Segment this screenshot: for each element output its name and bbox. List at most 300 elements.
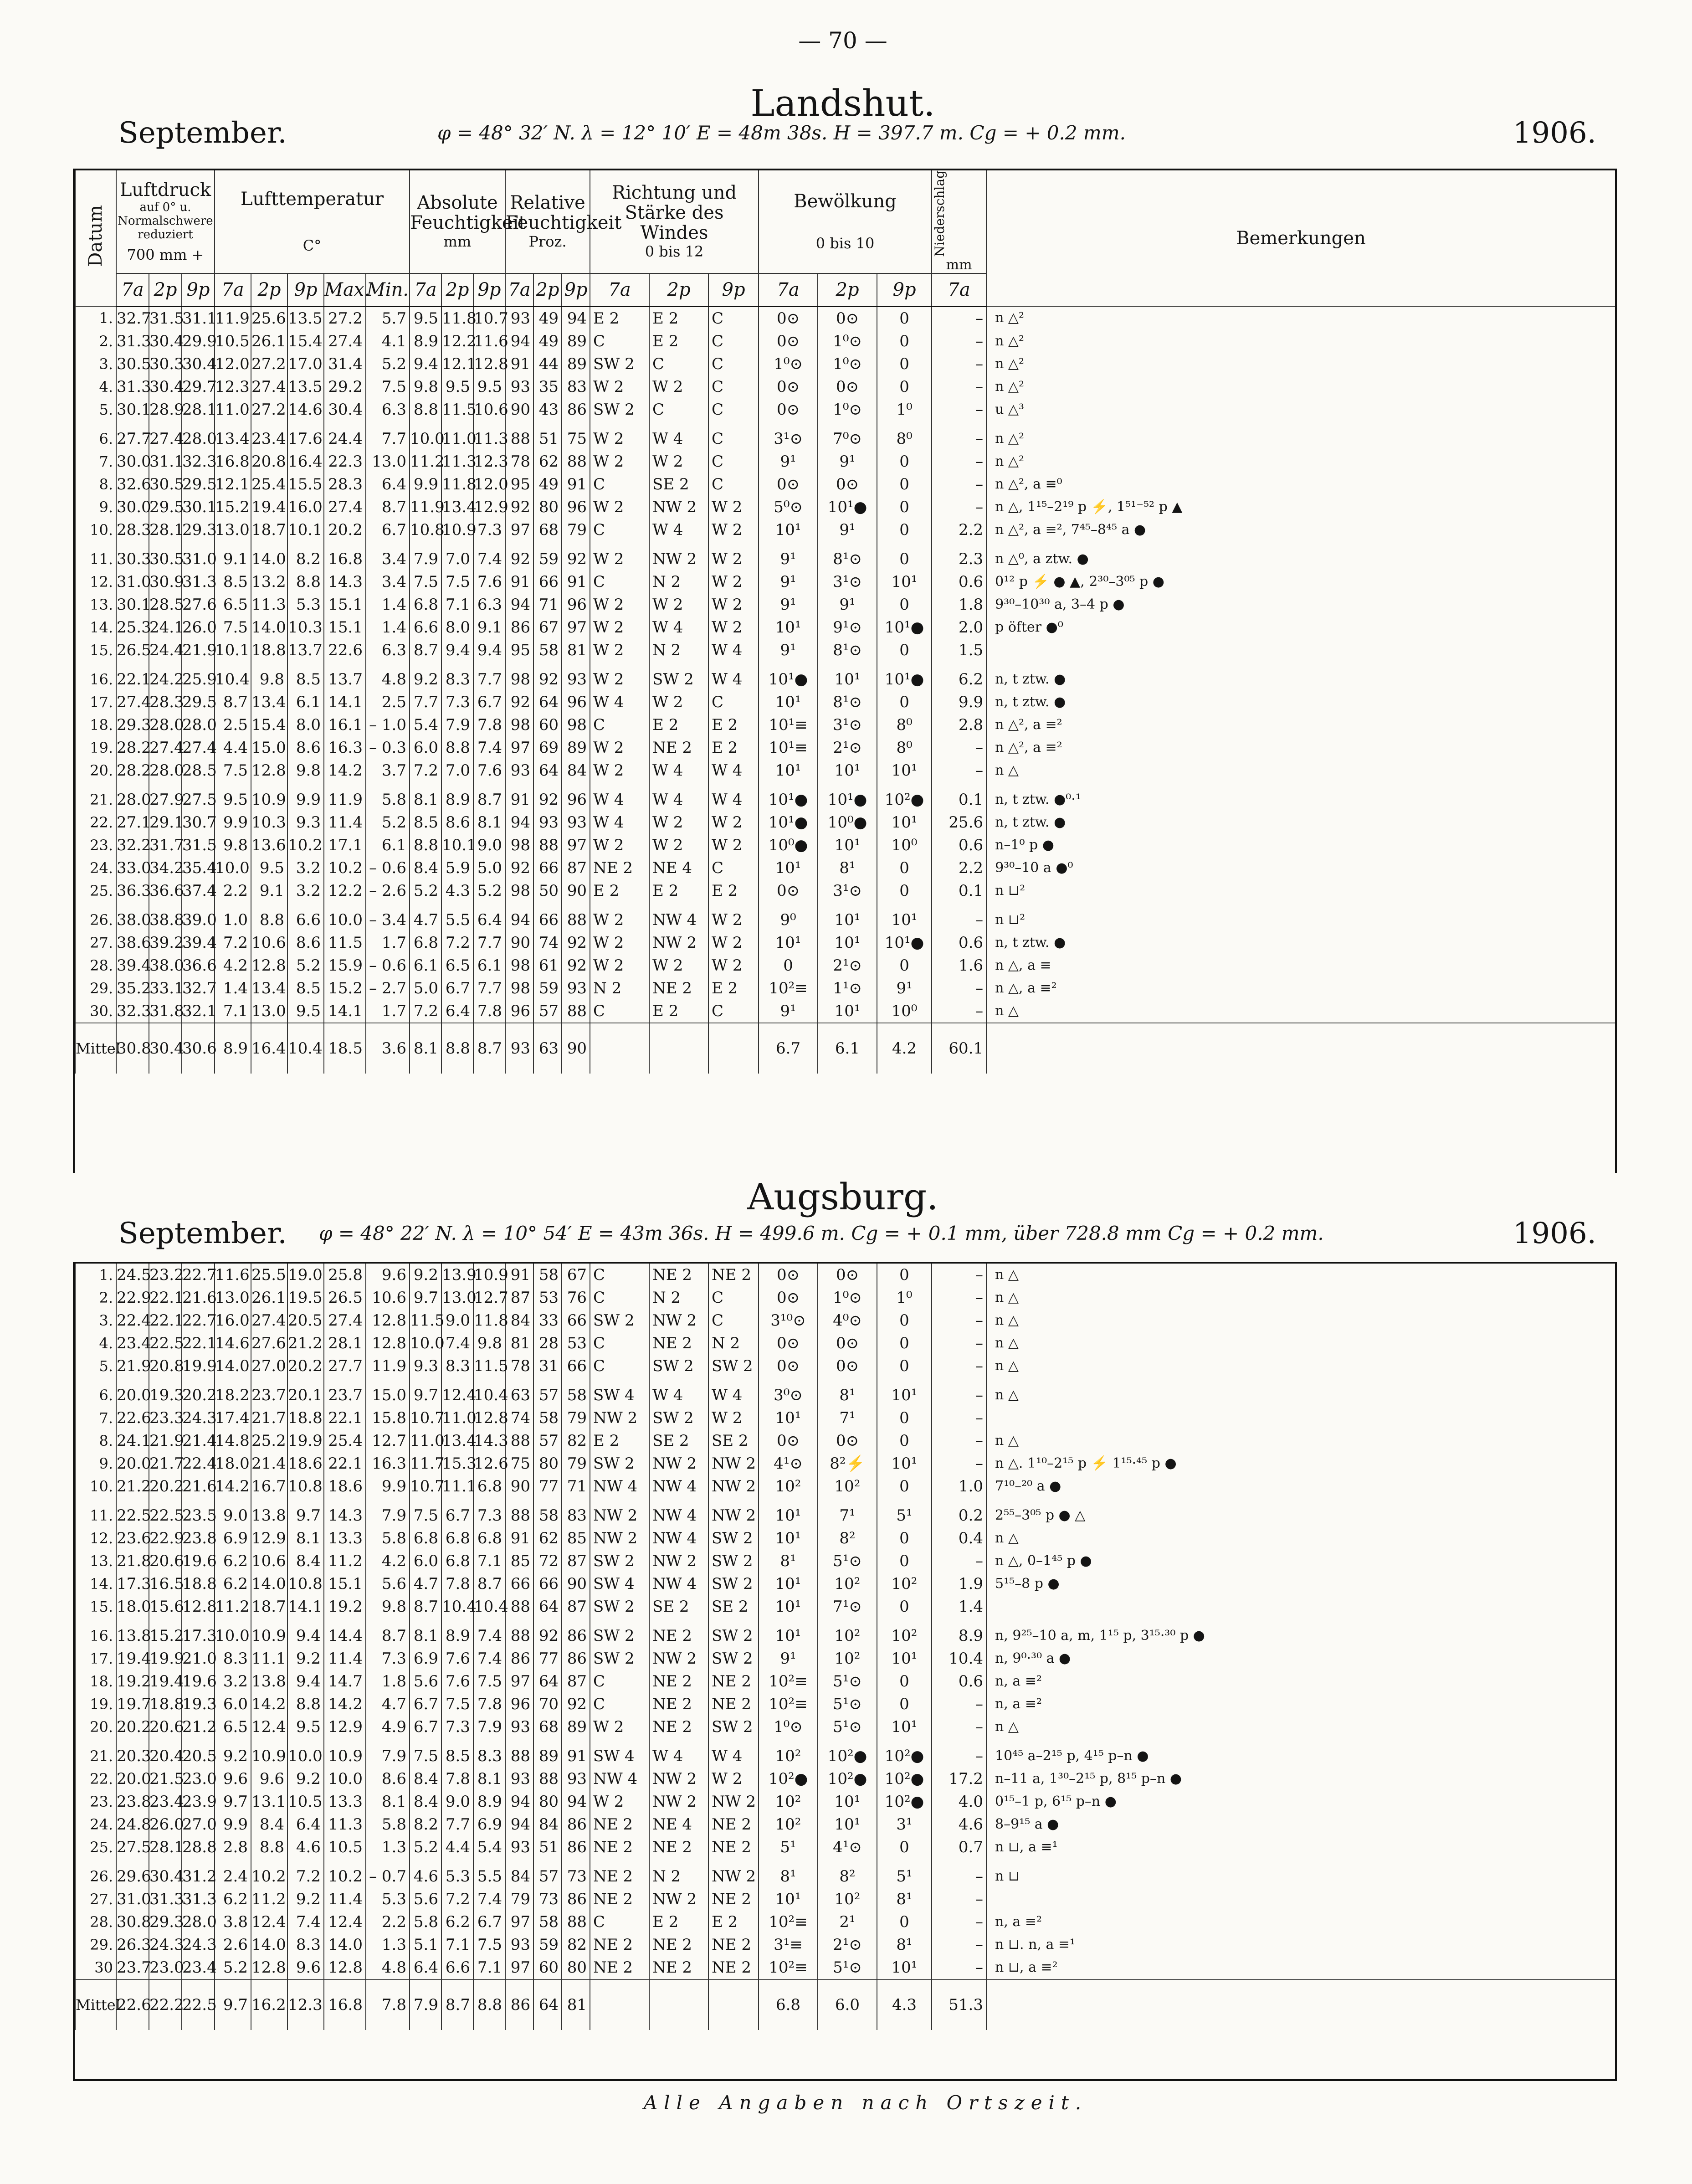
abs-humidity-cell: 7.2 xyxy=(410,1000,441,1023)
cloud-cell: 10¹ xyxy=(759,1624,818,1647)
remark-cell: n △ xyxy=(986,1286,1615,1309)
rel-humidity-cell: 89 xyxy=(562,353,590,375)
pressure-cell: 30.5 xyxy=(149,548,182,570)
gap-cell xyxy=(505,1738,533,1745)
gap-cell xyxy=(986,662,1615,668)
rel-humidity-cell: 79 xyxy=(505,1888,533,1911)
gap-cell xyxy=(473,1618,505,1624)
gap-cell xyxy=(149,1498,182,1504)
abs-humidity-cell: 7.4 xyxy=(473,736,505,759)
cloud-cell: 10¹ xyxy=(877,759,932,782)
gap-cell xyxy=(818,421,877,427)
cloud-cell: 10² xyxy=(818,1475,877,1498)
pressure-cell: 23.4 xyxy=(116,1332,149,1355)
gap-cell xyxy=(708,1859,759,1865)
abs-humidity-cell: 9.8 xyxy=(473,1332,505,1355)
temperature-cell: 18.8 xyxy=(251,639,287,662)
cloud-cell: 10¹ xyxy=(759,857,818,879)
abs-humidity-cell: 8.4 xyxy=(410,1768,441,1790)
mean-pressure-cell: 22.2 xyxy=(149,1979,182,2030)
cloud-cell: 9¹ xyxy=(818,593,877,616)
table-row xyxy=(75,353,1615,375)
temperature-cell: 9.9 xyxy=(366,1475,410,1498)
month-label: September. xyxy=(118,116,287,150)
temperature-cell: 12.8 xyxy=(366,1332,410,1355)
gap-cell xyxy=(324,902,366,909)
pressure-cell: 21.6 xyxy=(182,1286,215,1309)
temperature-cell: 1.0 xyxy=(215,909,251,931)
wind-cell: NW 2 xyxy=(649,931,708,954)
pressure-cell: 39.4 xyxy=(182,931,215,954)
gap-cell xyxy=(410,421,441,427)
rel-humidity-cell: 97 xyxy=(505,519,533,541)
precip-cell: 6.2 xyxy=(932,668,986,691)
gap-cell xyxy=(251,1859,287,1865)
abs-humidity-cell: 9.8 xyxy=(410,375,441,398)
pressure-cell: 29.7 xyxy=(182,375,215,398)
cloud-cell: 1⁰ xyxy=(877,1286,932,1309)
gap-cell xyxy=(116,662,149,668)
cloud-cell: 0 xyxy=(877,1407,932,1429)
pressure-cell: 28.0 xyxy=(182,1911,215,1933)
remark-cell: n ⊔, a ≡² xyxy=(986,1956,1615,1979)
table-row xyxy=(75,570,1615,593)
cloud-cell: 9⁰ xyxy=(759,909,818,931)
temperature-cell: 15.1 xyxy=(324,616,366,639)
temperature-cell: 2.2 xyxy=(366,1911,410,1933)
cloud-cell: 10¹ xyxy=(877,1956,932,1979)
rel-humidity-cell: 66 xyxy=(533,570,562,593)
temperature-cell: 11.9 xyxy=(324,788,366,811)
cloud-cell: 0 xyxy=(759,954,818,977)
wind-cell: SW 4 xyxy=(590,1572,649,1595)
rel-humidity-cell: 86 xyxy=(562,1647,590,1670)
pressure-cell: 24.3 xyxy=(182,1933,215,1956)
rel-humidity-cell: 92 xyxy=(533,1624,562,1647)
cloud-cell: 10¹ xyxy=(877,1384,932,1407)
temperature-cell: 7.5 xyxy=(215,759,251,782)
wind-cell: W 4 xyxy=(708,759,759,782)
rel-humidity-cell: 93 xyxy=(562,977,590,1000)
temperature-cell: 14.0 xyxy=(215,1355,251,1377)
abs-humidity-cell: 7.4 xyxy=(473,1647,505,1670)
wind-cell: C xyxy=(708,353,759,375)
precip-cell: 4.6 xyxy=(932,1813,986,1836)
col-lufttemperatur: Lufttemperatur C° xyxy=(215,170,410,273)
date-cell: 19. xyxy=(75,1693,116,1716)
gap-cell xyxy=(182,782,215,788)
wind-cell: NW 2 xyxy=(590,1527,649,1550)
rel-humidity-cell: 49 xyxy=(533,306,562,330)
pressure-cell: 22.5 xyxy=(149,1332,182,1355)
pressure-cell: 29.5 xyxy=(182,691,215,714)
abs-humidity-cell: 9.2 xyxy=(410,668,441,691)
date-cell: 5. xyxy=(75,398,116,421)
pressure-cell: 18.0 xyxy=(116,1595,149,1618)
mean-cloud-cell: 4.3 xyxy=(877,1979,932,2030)
station-title-landshut: Landshut. xyxy=(750,82,935,124)
rel-humidity-cell: 60 xyxy=(533,714,562,736)
pressure-cell: 27.4 xyxy=(149,427,182,450)
gap-cell xyxy=(877,902,932,909)
gap-cell xyxy=(149,782,182,788)
gap-cell xyxy=(708,662,759,668)
temperature-cell: 16.8 xyxy=(324,548,366,570)
mean-rel-humidity-cell: 90 xyxy=(562,1023,590,1074)
temperature-cell: 13.4 xyxy=(215,427,251,450)
gap-cell xyxy=(759,902,818,909)
cloud-cell: 0 xyxy=(877,473,932,496)
abs-humidity-cell: 7.2 xyxy=(410,759,441,782)
rel-humidity-cell: 96 xyxy=(562,496,590,519)
cloud-cell: 5¹⊙ xyxy=(818,1716,877,1738)
wind-cell: SW 2 xyxy=(708,1572,759,1595)
table-row xyxy=(75,1647,1615,1670)
cloud-cell: 10¹ xyxy=(877,909,932,931)
rel-humidity-cell: 71 xyxy=(533,593,562,616)
cloud-cell: 10¹ xyxy=(759,691,818,714)
pressure-cell: 28.8 xyxy=(182,1836,215,1859)
wind-cell: E 2 xyxy=(708,714,759,736)
mean-rel-humidity-cell: 64 xyxy=(533,1979,562,2030)
gap-cell xyxy=(215,1859,251,1865)
gap-cell xyxy=(182,902,215,909)
gap-cell xyxy=(215,1498,251,1504)
rel-humidity-cell: 98 xyxy=(505,668,533,691)
pressure-cell: 19.4 xyxy=(149,1670,182,1693)
landshut-table xyxy=(75,170,1615,1074)
temperature-cell: 15.4 xyxy=(287,330,324,353)
wind-cell: C xyxy=(590,1693,649,1716)
gap-cell xyxy=(251,1498,287,1504)
pressure-cell: 31.3 xyxy=(182,1888,215,1911)
pressure-cell: 21.9 xyxy=(149,1429,182,1452)
temperature-cell: 14.2 xyxy=(324,759,366,782)
temperature-cell: 11.3 xyxy=(324,1813,366,1836)
gap-cell xyxy=(410,662,441,668)
gap-cell xyxy=(877,1738,932,1745)
mean-abs-humidity-cell: 7.9 xyxy=(410,1979,441,2030)
wind-cell: W 2 xyxy=(590,496,649,519)
pressure-cell: 19.3 xyxy=(149,1384,182,1407)
wind-cell: W 4 xyxy=(708,788,759,811)
pressure-cell: 32.7 xyxy=(182,977,215,1000)
rel-humidity-cell: 87 xyxy=(562,1550,590,1572)
pressure-cell: 29.9 xyxy=(182,330,215,353)
abs-humidity-cell: 7.0 xyxy=(441,548,473,570)
pressure-cell: 30.4 xyxy=(149,375,182,398)
abs-humidity-cell: 11.6 xyxy=(473,330,505,353)
cloud-cell: 0⊙ xyxy=(818,1264,877,1286)
gap-cell xyxy=(505,782,533,788)
date-cell: 14. xyxy=(75,1572,116,1595)
mean-pressure-cell: 30.4 xyxy=(149,1023,182,1074)
rel-humidity-cell: 95 xyxy=(505,639,533,662)
temperature-cell: 8.4 xyxy=(287,1550,324,1572)
temperature-cell: 15.0 xyxy=(366,1384,410,1407)
cloud-cell: 10²≡ xyxy=(759,1911,818,1933)
rel-humidity-cell: 74 xyxy=(533,931,562,954)
sub-7a: 7a xyxy=(410,273,441,307)
temperature-cell: 5.2 xyxy=(366,811,410,834)
rel-humidity-cell: 88 xyxy=(533,834,562,857)
wind-cell: C xyxy=(708,450,759,473)
table-row xyxy=(75,736,1615,759)
abs-humidity-cell: 11.0 xyxy=(441,1407,473,1429)
cloud-cell: 10² xyxy=(818,1647,877,1670)
abs-humidity-cell: 6.9 xyxy=(410,1647,441,1670)
pressure-cell: 20.8 xyxy=(149,1355,182,1377)
temperature-cell: 1.4 xyxy=(366,593,410,616)
temperature-cell: 1.3 xyxy=(366,1836,410,1859)
gap-cell xyxy=(590,541,649,548)
wind-cell: W 4 xyxy=(649,427,708,450)
precip-cell: 1.9 xyxy=(932,1572,986,1595)
temperature-cell: 27.7 xyxy=(324,1355,366,1377)
abs-humidity-cell: 8.9 xyxy=(410,330,441,353)
temperature-cell: 10.5 xyxy=(215,330,251,353)
cloud-cell: 10¹● xyxy=(877,616,932,639)
cloud-cell: 10²● xyxy=(759,1768,818,1790)
temperature-cell: 8.6 xyxy=(287,736,324,759)
abs-humidity-cell: 10.6 xyxy=(473,398,505,421)
remark-cell: n △ xyxy=(986,1000,1615,1023)
rel-humidity-cell: 93 xyxy=(562,1768,590,1790)
pressure-cell: 24.4 xyxy=(149,639,182,662)
rel-humidity-cell: 97 xyxy=(505,1956,533,1979)
rel-humidity-cell: 76 xyxy=(562,1286,590,1309)
remark-cell: 9³⁰–10³⁰ a, 3–4 p ● xyxy=(986,593,1615,616)
temperature-cell: 3.8 xyxy=(215,1911,251,1933)
gap-cell xyxy=(182,1377,215,1384)
rel-humidity-cell: 64 xyxy=(533,1670,562,1693)
gap-cell xyxy=(533,541,562,548)
temperature-cell: 9.4 xyxy=(287,1670,324,1693)
gap-cell xyxy=(505,1498,533,1504)
rel-humidity-cell: 58 xyxy=(533,639,562,662)
rel-humidity-cell: 70 xyxy=(533,1693,562,1716)
temperature-cell: 3.4 xyxy=(366,548,410,570)
gap-cell xyxy=(324,1618,366,1624)
precip-cell: 0.2 xyxy=(932,1504,986,1527)
gap-cell xyxy=(533,782,562,788)
cloud-cell: 0 xyxy=(877,330,932,353)
pressure-cell: 28.0 xyxy=(149,714,182,736)
mean-temperature-cell: 8.9 xyxy=(215,1023,251,1074)
rel-humidity-cell: 79 xyxy=(562,1452,590,1475)
temperature-cell: 10.8 xyxy=(287,1475,324,1498)
cloud-cell: 10²≡ xyxy=(759,977,818,1000)
table-row xyxy=(75,616,1615,639)
rel-humidity-cell: 96 xyxy=(562,691,590,714)
temperature-cell: – 0.6 xyxy=(366,857,410,879)
temperature-cell: 15.2 xyxy=(324,977,366,1000)
pressure-cell: 23.0 xyxy=(182,1768,215,1790)
gap-cell xyxy=(562,1377,590,1384)
remark-cell: 10⁴⁵ a–2¹⁵ p, 4¹⁵ p–n ● xyxy=(986,1745,1615,1768)
temperature-cell: 10.5 xyxy=(324,1836,366,1859)
abs-humidity-cell: 10.1 xyxy=(441,834,473,857)
remark-cell: n, 9⁰·³⁰ a ● xyxy=(986,1647,1615,1670)
date-cell: 22. xyxy=(75,811,116,834)
wind-cell: NE 2 xyxy=(590,1956,649,1979)
gap-cell xyxy=(590,902,649,909)
temperature-cell: 3.7 xyxy=(366,759,410,782)
temperature-cell: 10.9 xyxy=(324,1745,366,1768)
abs-humidity-cell: 9.0 xyxy=(441,1790,473,1813)
pressure-cell: 32.3 xyxy=(182,450,215,473)
precip-cell: – xyxy=(932,759,986,782)
mean-temperature-cell: 18.5 xyxy=(324,1023,366,1074)
gap-cell xyxy=(75,1618,116,1624)
temperature-cell: 16.7 xyxy=(251,1475,287,1498)
table-row xyxy=(75,1000,1615,1023)
wind-cell: W 2 xyxy=(590,668,649,691)
temperature-cell: 8.7 xyxy=(366,496,410,519)
cloud-cell: 9¹ xyxy=(759,450,818,473)
wind-cell: W 2 xyxy=(708,496,759,519)
precip-cell: – xyxy=(932,375,986,398)
cloud-cell: 5¹ xyxy=(877,1504,932,1527)
cloud-cell: 0⊙ xyxy=(818,1332,877,1355)
wind-cell: SW 2 xyxy=(649,668,708,691)
table-row xyxy=(75,1309,1615,1332)
abs-humidity-cell: 6.7 xyxy=(473,691,505,714)
precip-cell: – xyxy=(932,450,986,473)
cloud-cell: 8⁰ xyxy=(877,427,932,450)
gap-cell xyxy=(366,902,410,909)
gap-cell xyxy=(759,1498,818,1504)
pressure-cell: 29.5 xyxy=(182,473,215,496)
pressure-cell: 26.0 xyxy=(182,616,215,639)
mean-precip-cell: 60.1 xyxy=(932,1023,986,1074)
precip-cell: – xyxy=(932,1332,986,1355)
rel-humidity-cell: 94 xyxy=(505,811,533,834)
table-row xyxy=(75,1527,1615,1550)
wind-cell: NE 2 xyxy=(708,1813,759,1836)
cloud-cell: 10¹● xyxy=(877,931,932,954)
remark-cell: n △ xyxy=(986,1716,1615,1738)
precip-cell: – xyxy=(932,1550,986,1572)
temperature-cell: 20.8 xyxy=(251,450,287,473)
temperature-cell: 9.9 xyxy=(215,811,251,834)
wind-cell: W 2 xyxy=(590,909,649,931)
temperature-cell: 6.1 xyxy=(287,691,324,714)
pressure-cell: 23.3 xyxy=(149,1407,182,1429)
cloud-cell: 9¹ xyxy=(759,548,818,570)
temperature-cell: 30.4 xyxy=(324,398,366,421)
temperature-cell: 27.2 xyxy=(251,353,287,375)
cloud-cell: 2¹⊙ xyxy=(818,736,877,759)
cloud-cell: 0 xyxy=(877,1309,932,1332)
sub-2p: 2p xyxy=(649,273,708,307)
temperature-cell: 10.9 xyxy=(251,1745,287,1768)
cloud-cell: 1⁰⊙ xyxy=(818,353,877,375)
abs-humidity-cell: 7.5 xyxy=(410,1745,441,1768)
gap-cell xyxy=(590,782,649,788)
pressure-cell: 22.5 xyxy=(116,1504,149,1527)
mean-abs-humidity-cell: 8.8 xyxy=(473,1979,505,2030)
rel-humidity-cell: 89 xyxy=(562,1716,590,1738)
wind-cell: NE 2 xyxy=(708,1670,759,1693)
pressure-cell: 23.4 xyxy=(182,1956,215,1979)
cloud-cell: 0⊙ xyxy=(818,306,877,330)
gap-cell xyxy=(182,541,215,548)
gap-cell xyxy=(932,1859,986,1865)
date-cell: 20. xyxy=(75,759,116,782)
wind-cell: C xyxy=(590,1670,649,1693)
remark-cell xyxy=(986,1407,1615,1429)
temperature-cell: 9.3 xyxy=(287,811,324,834)
table-row xyxy=(75,1286,1615,1309)
temperature-cell: 1.4 xyxy=(366,616,410,639)
wind-cell: SW 2 xyxy=(708,1647,759,1670)
cloud-cell: 0⊙ xyxy=(818,473,877,496)
temperature-cell: 4.4 xyxy=(215,736,251,759)
date-cell: 23. xyxy=(75,834,116,857)
abs-humidity-cell: 8.9 xyxy=(441,788,473,811)
rel-humidity-cell: 83 xyxy=(562,375,590,398)
pressure-cell: 23.5 xyxy=(182,1504,215,1527)
temperature-cell: 3.4 xyxy=(366,570,410,593)
abs-humidity-cell: 5.5 xyxy=(473,1865,505,1888)
cloud-cell: 9¹ xyxy=(818,450,877,473)
abs-humidity-cell: 7.1 xyxy=(473,1956,505,1979)
table-row xyxy=(75,593,1615,616)
wind-cell: E 2 xyxy=(649,330,708,353)
rel-humidity-cell: 91 xyxy=(562,1745,590,1768)
gap-cell xyxy=(759,782,818,788)
abs-humidity-cell: 8.3 xyxy=(473,1745,505,1768)
cloud-cell: 0⊙ xyxy=(759,306,818,330)
precip-cell: – xyxy=(932,473,986,496)
gap-cell xyxy=(149,662,182,668)
temperature-cell: 13.0 xyxy=(366,450,410,473)
temperature-cell: 13.2 xyxy=(251,570,287,593)
temperature-cell: 9.5 xyxy=(251,857,287,879)
temperature-cell: 16.3 xyxy=(324,736,366,759)
rel-humidity-cell: 68 xyxy=(533,519,562,541)
pressure-cell: 32.6 xyxy=(116,473,149,496)
abs-humidity-cell: 12.7 xyxy=(473,1286,505,1309)
rel-humidity-cell: 98 xyxy=(505,834,533,857)
abs-humidity-cell: 6.6 xyxy=(441,1956,473,1979)
pressure-cell: 27.4 xyxy=(116,691,149,714)
pressure-cell: 39.0 xyxy=(182,909,215,931)
date-cell: 15. xyxy=(75,639,116,662)
date-cell: 27. xyxy=(75,1888,116,1911)
date-cell: 2. xyxy=(75,330,116,353)
cloud-cell: 0 xyxy=(877,353,932,375)
pressure-cell: 22.1 xyxy=(182,1332,215,1355)
gap-cell xyxy=(287,1618,324,1624)
rel-humidity-cell: 43 xyxy=(533,398,562,421)
temperature-cell: 21.7 xyxy=(251,1407,287,1429)
abs-humidity-cell: 9.1 xyxy=(473,616,505,639)
pressure-cell: 27.9 xyxy=(149,788,182,811)
mean-temperature-cell: 16.8 xyxy=(324,1979,366,2030)
pressure-cell: 20.0 xyxy=(116,1768,149,1790)
abs-humidity-cell: 6.1 xyxy=(410,954,441,977)
gap-cell xyxy=(818,782,877,788)
temperature-cell: 7.5 xyxy=(366,375,410,398)
table-row xyxy=(75,1911,1615,1933)
station-title-augsburg: Augsburg. xyxy=(747,1176,938,1218)
sub-2p: 2p xyxy=(533,273,562,307)
abs-humidity-cell: 6.8 xyxy=(410,931,441,954)
col-wind: Richtung und Stärke des Windes 0 bis 12 xyxy=(590,170,759,273)
gap-cell xyxy=(533,1377,562,1384)
